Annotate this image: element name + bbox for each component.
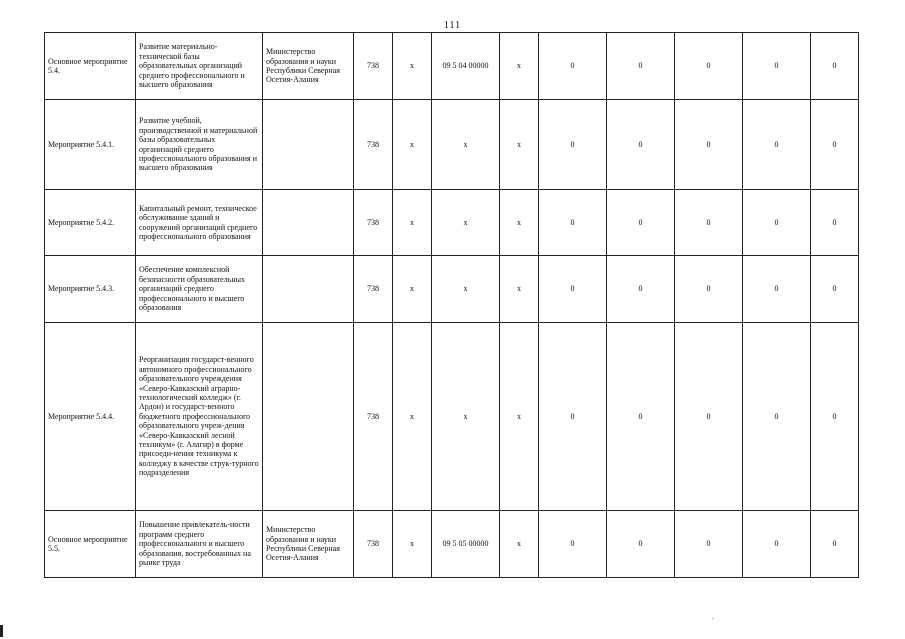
vr-code: x	[500, 33, 539, 100]
measure-name: Основное мероприятие 5.5.	[45, 511, 136, 578]
value-cell: 0	[607, 323, 675, 511]
value-cell: 0	[539, 100, 607, 190]
value-cell: 0	[743, 33, 811, 100]
table-body	[45, 33, 859, 578]
rzpr-code: x	[393, 511, 432, 578]
value-cell: 0	[675, 100, 743, 190]
value-cell: 0	[811, 100, 859, 190]
value-cell: 0	[539, 323, 607, 511]
table-row	[45, 100, 859, 190]
scan-edge-mark	[0, 625, 3, 637]
measure-executor	[263, 323, 354, 511]
measure-description: Развитие материально-технической базы образовательных организаций среднего профессионального и высшего образования	[136, 33, 263, 100]
rzpr-code: x	[393, 190, 432, 256]
rzpr-code: x	[393, 100, 432, 190]
value-cell: 0	[607, 511, 675, 578]
vr-code: x	[500, 511, 539, 578]
value-cell: 0	[743, 190, 811, 256]
value-cell: 0	[675, 323, 743, 511]
table-row	[45, 190, 859, 256]
value-cell: 0	[743, 256, 811, 323]
measure-description: Капитальный ремонт, техническое обслуживание зданий и сооружений организаций среднего профессионального образования	[136, 190, 263, 256]
measure-name: Мероприятие 5.4.3.	[45, 256, 136, 323]
measure-executor	[263, 256, 354, 323]
rzpr-code: x	[393, 323, 432, 511]
grbs-code: 738	[354, 190, 393, 256]
rzpr-code: x	[393, 256, 432, 323]
grbs-code: 738	[354, 256, 393, 323]
grbs-code: 738	[354, 100, 393, 190]
value-cell: 0	[607, 100, 675, 190]
measure-description: Повышение привлекатель-ности программ среднего профессионального и высшего образования, востребованных на рынке труда	[136, 511, 263, 578]
grbs-code: 738	[354, 323, 393, 511]
vr-code: x	[500, 100, 539, 190]
value-cell: 0	[539, 190, 607, 256]
vr-code: x	[500, 323, 539, 511]
vr-code: x	[500, 190, 539, 256]
csr-code: x	[432, 190, 500, 256]
value-cell: 0	[743, 511, 811, 578]
measure-description: Развитие учебной, производственной и материальной базы образовательных организаций среднего профессионального образования и высшего образования	[136, 100, 263, 190]
rzpr-code: x	[393, 33, 432, 100]
value-cell: 0	[539, 511, 607, 578]
budget-table	[44, 32, 859, 578]
value-cell: 0	[743, 323, 811, 511]
value-cell: 0	[675, 33, 743, 100]
measure-name: Основное мероприятие 5.4.	[45, 33, 136, 100]
measure-name: Мероприятие 5.4.2.	[45, 190, 136, 256]
grbs-code: 738	[354, 511, 393, 578]
value-cell: 0	[811, 511, 859, 578]
value-cell: 0	[607, 256, 675, 323]
value-cell: 0	[607, 33, 675, 100]
value-cell: 0	[811, 256, 859, 323]
value-cell: 0	[811, 323, 859, 511]
value-cell: 0	[811, 190, 859, 256]
scan-dot-mark	[712, 618, 714, 619]
table-row	[45, 256, 859, 323]
table-row	[45, 33, 859, 100]
grbs-code: 738	[354, 33, 393, 100]
measure-description: Обеспечение комплексной безопасности образовательных организаций среднего профессионального и высшего образования	[136, 256, 263, 323]
value-cell: 0	[675, 190, 743, 256]
measure-name: Мероприятие 5.4.4.	[45, 323, 136, 511]
measure-description: Реорганизация государст-венного автономного профессионального образовательного учреждения «Северо-Кавказский аграрно-технологический колледж» (г. Ардон) и государст-венного бюджетного профессионального образовательного учреж-дения «Северо-Кавказский лесной техникум» (г. Алагир) в форме присоеди-нения техникума к колледжу в качестве струк-турного подразделения	[136, 323, 263, 511]
page-number: 111	[443, 20, 462, 31]
measure-executor: Министерство образования и науки Республики Северная Осетия-Алания	[263, 511, 354, 578]
value-cell: 0	[743, 100, 811, 190]
measure-executor	[263, 100, 354, 190]
csr-code: x	[432, 323, 500, 511]
value-cell: 0	[811, 33, 859, 100]
table-row	[45, 323, 859, 511]
value-cell: 0	[607, 190, 675, 256]
vr-code: x	[500, 256, 539, 323]
measure-name: Мероприятие 5.4.1.	[45, 100, 136, 190]
csr-code: x	[432, 100, 500, 190]
value-cell: 0	[539, 256, 607, 323]
table-row	[45, 511, 859, 578]
value-cell: 0	[675, 511, 743, 578]
value-cell: 0	[675, 256, 743, 323]
measure-executor: Министерство образования и науки Республики Северная Осетия-Алания	[263, 33, 354, 100]
measure-executor	[263, 190, 354, 256]
csr-code: 09 5 05 00000	[432, 511, 500, 578]
csr-code: 09 5 04 00000	[432, 33, 500, 100]
csr-code: x	[432, 256, 500, 323]
value-cell: 0	[539, 33, 607, 100]
